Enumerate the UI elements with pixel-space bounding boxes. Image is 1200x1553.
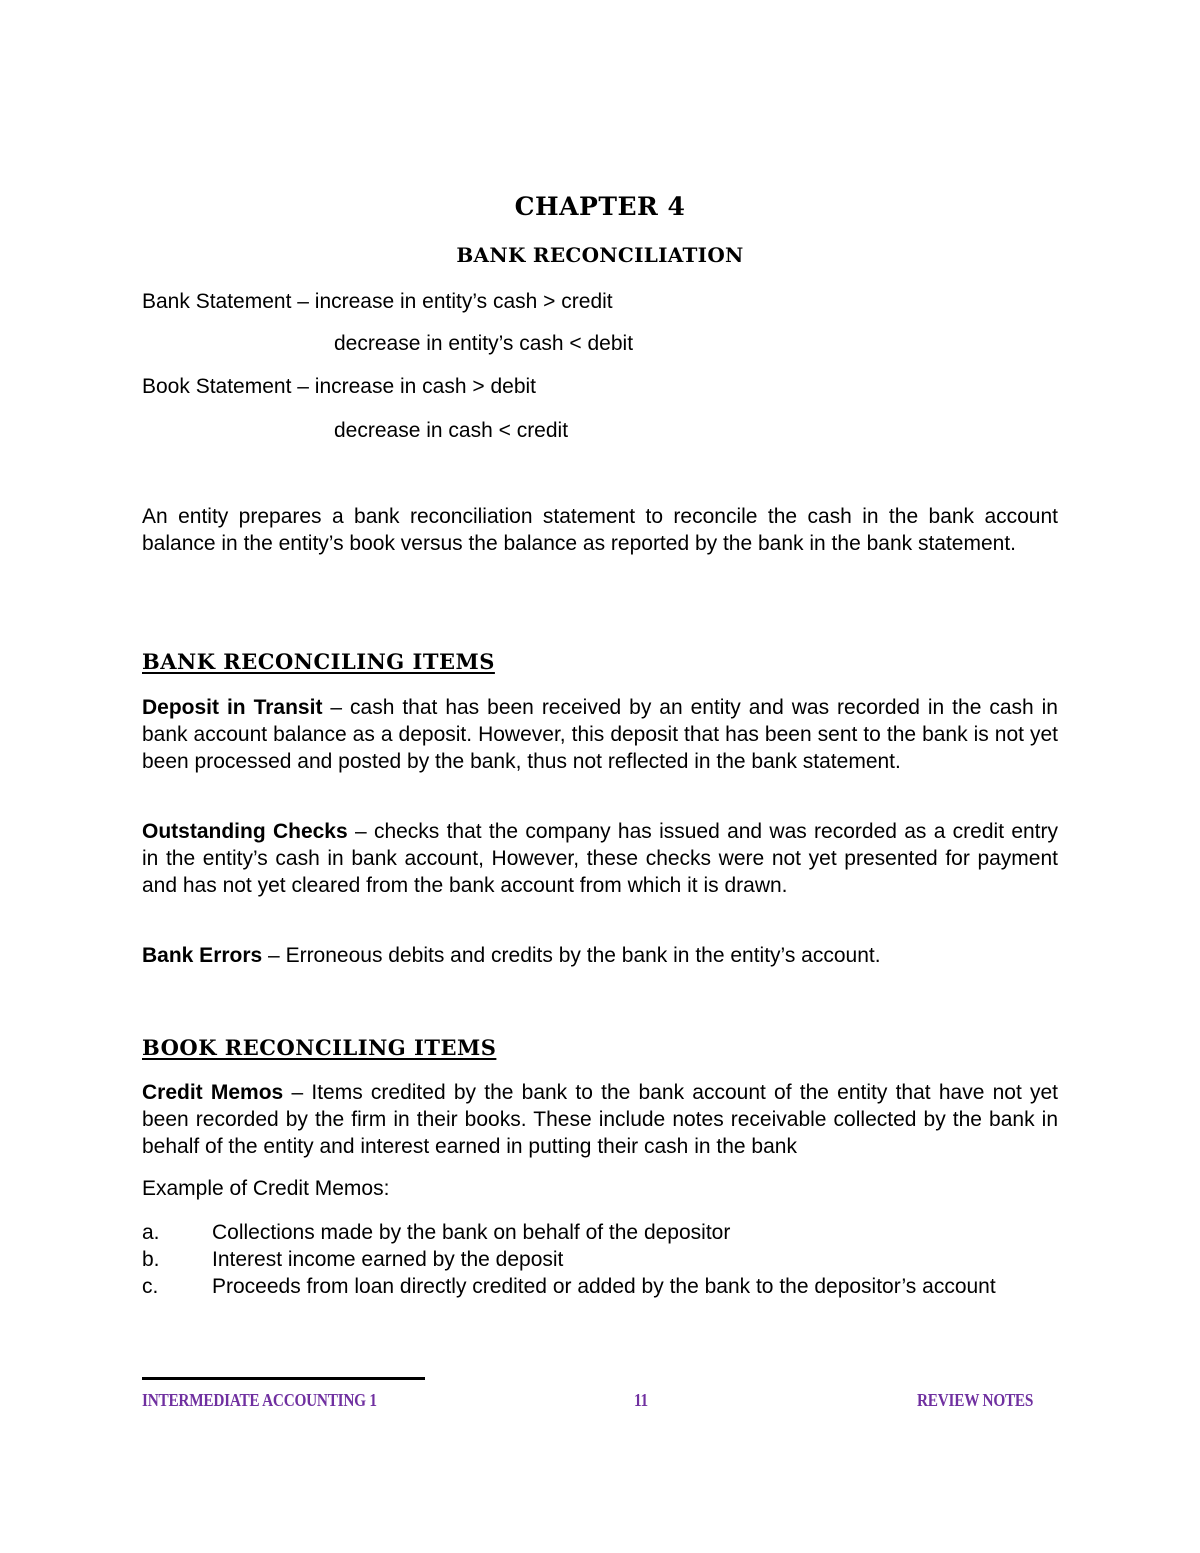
page-title: BANK RECONCILIATION [456, 243, 744, 267]
list-item [142, 1246, 1058, 1273]
list-item-text: Collections made by the bank on behalf of the depositor [212, 1221, 731, 1244]
bank-statement-line-1 [142, 288, 613, 316]
list-marker: b. [142, 1248, 160, 1271]
outstanding-checks-term: Outstanding Checks [142, 820, 348, 843]
credit-memos-paragraph [142, 1079, 1058, 1160]
bank-errors-text: – Erroneous debits and credits by the bank in the entity’s account. [262, 944, 881, 967]
book-reconciling-heading: BOOK RECONCILING ITEMS [142, 1035, 497, 1060]
bank-errors-paragraph [142, 942, 1058, 969]
footer-page-number: 11 [634, 1390, 648, 1410]
deposit-in-transit-text: – cash that has been received by an entity and was recorded in the cash in bank account balance as a deposit. However, this deposit that has been sent to the bank is not yet been processed and posted by the bank, thus not reflected in the bank statement. [142, 696, 1058, 773]
intro-paragraph: An entity prepares a bank reconciliation statement to reconcile the cash in the bank account balance in the entity’s book versus the balance as reported by the bank in the bank statement. [142, 505, 1058, 555]
outstanding-checks-text: – checks that the company has issued and was recorded as a credit entry in the entity’s cash in bank account, However, these checks were not yet presented for payment and has not yet cleared from the bank account from which it is drawn. [142, 820, 1059, 897]
list-item [142, 1219, 1058, 1246]
credit-memos-example-list [142, 1219, 1058, 1300]
list-item-text: Proceeds from loan directly credited or added by the bank to the depositor’s account [212, 1275, 996, 1298]
list-item-text: Interest income earned by the deposit [212, 1248, 564, 1271]
outstanding-checks-paragraph [142, 818, 1058, 899]
chapter-title: CHAPTER 4 [514, 192, 686, 221]
footer-course-title: INTERMEDIATE ACCOUNTING 1 [142, 1390, 377, 1410]
bank-statement-label: Bank Statement [142, 290, 292, 313]
book-statement-line-1 [142, 373, 536, 401]
book-statement-line-2: decrease in cash < credit [334, 419, 569, 442]
credit-memos-example-label: Example of Credit Memos: [142, 1177, 390, 1200]
credit-memos-term: Credit Memos [142, 1081, 284, 1104]
footer-divider [142, 1377, 425, 1380]
book-statement-increase: – increase in cash > debit [297, 375, 536, 398]
bank-errors-term: Bank Errors [142, 944, 263, 967]
deposit-in-transit-paragraph [142, 694, 1058, 775]
list-marker: c. [142, 1275, 159, 1298]
bank-statement-line-2: decrease in entity’s cash < debit [334, 332, 634, 355]
bank-statement-increase: – increase in entity’s cash > credit [297, 290, 613, 313]
footer-review-notes: REVIEW NOTES [917, 1390, 1034, 1410]
deposit-in-transit-term: Deposit in Transit [142, 696, 323, 719]
book-statement-label: Book Statement [142, 375, 292, 398]
list-item [142, 1273, 1058, 1300]
credit-memos-text: – Items credited by the bank to the bank account of the entity that have not yet been recorded by the firm in their books. These include notes receivable collected by the bank in behalf of the entity and interest earned in putting their cash in the bank [142, 1081, 1059, 1158]
list-marker: a. [142, 1221, 160, 1244]
bank-reconciling-heading: BANK RECONCILING ITEMS [142, 649, 495, 674]
